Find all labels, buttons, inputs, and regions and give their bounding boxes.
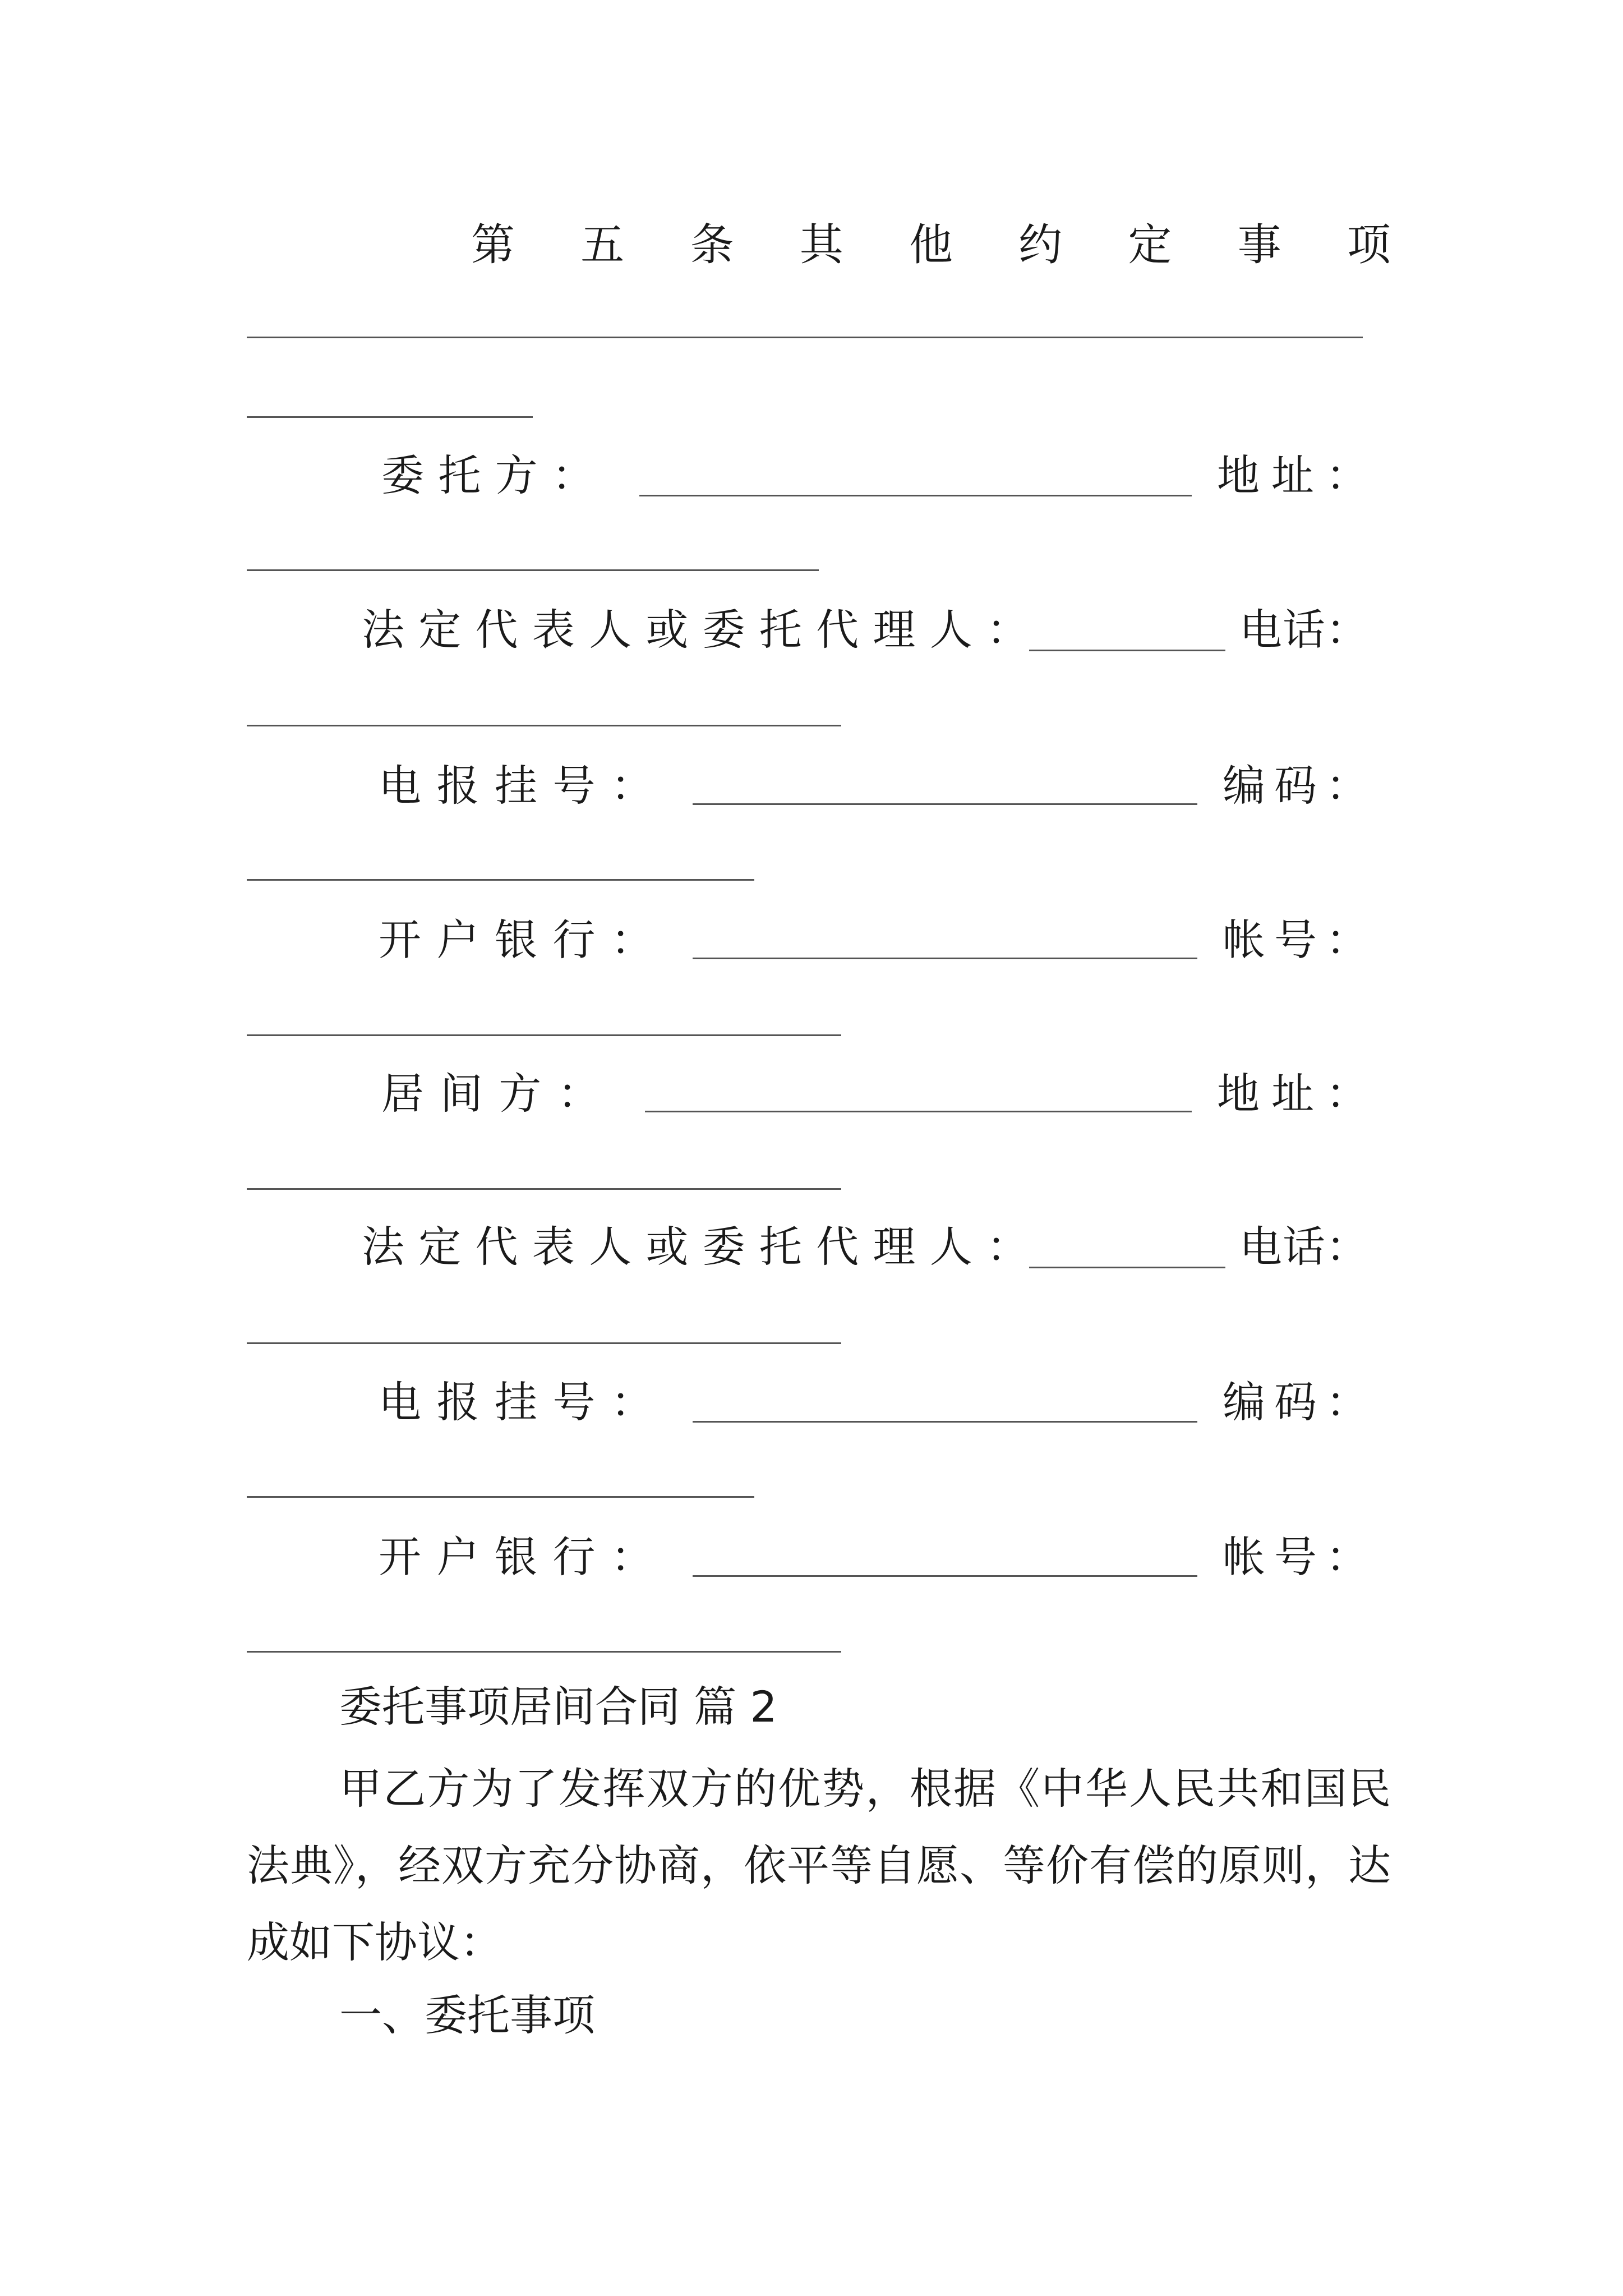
client-bank-blank	[693, 958, 1197, 959]
intermediary-address-label: 地 址 ：	[1217, 1069, 1368, 1119]
client-phone-blank	[247, 725, 841, 726]
intermediary-representative-blank	[1029, 1267, 1225, 1268]
client-label: 委 托 方 ：	[381, 450, 594, 500]
client-name-blank	[639, 495, 1192, 496]
intermediary-postcode-blank	[247, 1496, 754, 1498]
client-account-label: 帐 号 ：	[1223, 915, 1368, 965]
client-postcode-label: 编 码 ：	[1223, 761, 1368, 811]
client-phone-label: 电 话 ：	[1239, 605, 1368, 655]
intermediary-telegraph-label: 电 报 挂 号 ：	[379, 1377, 653, 1427]
section2-intro: 甲乙方为了发挥双方的优势，根据《中华人民共和国民法典》，经双方充分协商，依平等自愿、等价有偿的原则，达成如下协议：	[247, 1764, 1391, 1967]
client-postcode-blank	[247, 879, 754, 881]
intermediary-telegraph-blank	[693, 1421, 1197, 1423]
intermediary-phone-label: 电 话 ：	[1239, 1222, 1368, 1272]
client-address-label: 地 址 ：	[1217, 450, 1368, 500]
intermediary-representative-label: 法 定 代 表 人 或 委 托 代 理 人 ：	[362, 1222, 1029, 1272]
blank-line	[247, 337, 1363, 338]
intermediary-bank-label: 开 户 银 行 ：	[379, 1532, 653, 1582]
client-account-blank	[247, 1034, 841, 1036]
client-address-blank	[247, 569, 819, 571]
client-bank-label: 开 户 银 行 ：	[379, 915, 653, 965]
client-representative-label: 法 定 代 表 人 或 委 托 代 理 人 ：	[362, 605, 1029, 655]
intermediary-name-blank	[645, 1111, 1192, 1112]
clause-title: 第 五 条 其 他 约 定 事 项	[471, 220, 1391, 270]
intermediary-postcode-label: 编 码 ：	[1223, 1377, 1368, 1427]
client-telegraph-label: 电 报 挂 号 ：	[379, 761, 653, 811]
intermediary-label: 居 间 方 ：	[381, 1069, 600, 1119]
blank-line	[247, 416, 533, 418]
section2-heading-1: 一、委托事项	[339, 1990, 595, 2040]
intermediary-address-blank	[247, 1188, 841, 1190]
section2-title: 委托事项居间合同 篇 2	[339, 1682, 777, 1732]
client-telegraph-blank	[693, 803, 1197, 805]
client-representative-blank	[1029, 650, 1225, 651]
intermediary-account-blank	[247, 1651, 841, 1653]
intermediary-account-label: 帐 号 ：	[1223, 1532, 1368, 1582]
intermediary-bank-blank	[693, 1575, 1197, 1577]
intermediary-phone-blank	[247, 1342, 841, 1344]
